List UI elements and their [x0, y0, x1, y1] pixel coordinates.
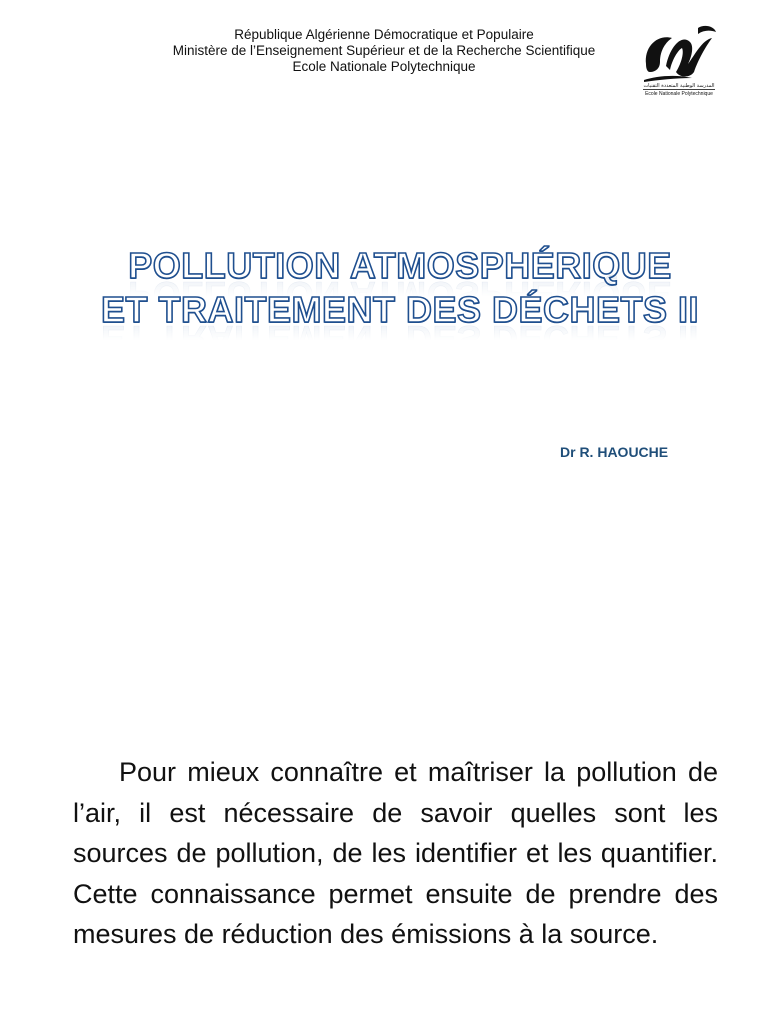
title-line-2: ET TRAITEMENT DES DÉCHETS II ET TRAITEMENT DES DÉCHETS II	[0, 288, 768, 332]
logo-arabic-caption: المدرسة الوطنية المتعددة التقنيات	[643, 83, 715, 89]
document-title	[0, 244, 768, 332]
header-ministry: Ministère de l’Enseignement Supérieur et de la Recherche Scientifique	[172, 43, 596, 58]
header-republic: République Algérienne Démocratique et Populaire	[234, 27, 534, 42]
logo-caption: Ecole Nationale Polytechnique	[645, 91, 713, 97]
title-line-1: POLLUTION ATMOSPHÉRIQUE POLLUTION ATMOSPHÉRIQUE	[0, 244, 768, 288]
institution-header	[110, 27, 658, 75]
author-name: Dr R. HAOUCHE	[560, 444, 669, 460]
school-logo-icon	[636, 16, 722, 98]
header-school: Ecole Nationale Polytechnique	[292, 59, 476, 74]
intro-paragraph: Pour mieux connaître et maîtriser la pollution de l’air, il est nécessaire de savoir quelles sont les sources de pollution, de les identifier et les quantifier. Cette connaissance permet ensuite de prendre des mesures de réduction des émissions à la source.	[73, 757, 718, 950]
